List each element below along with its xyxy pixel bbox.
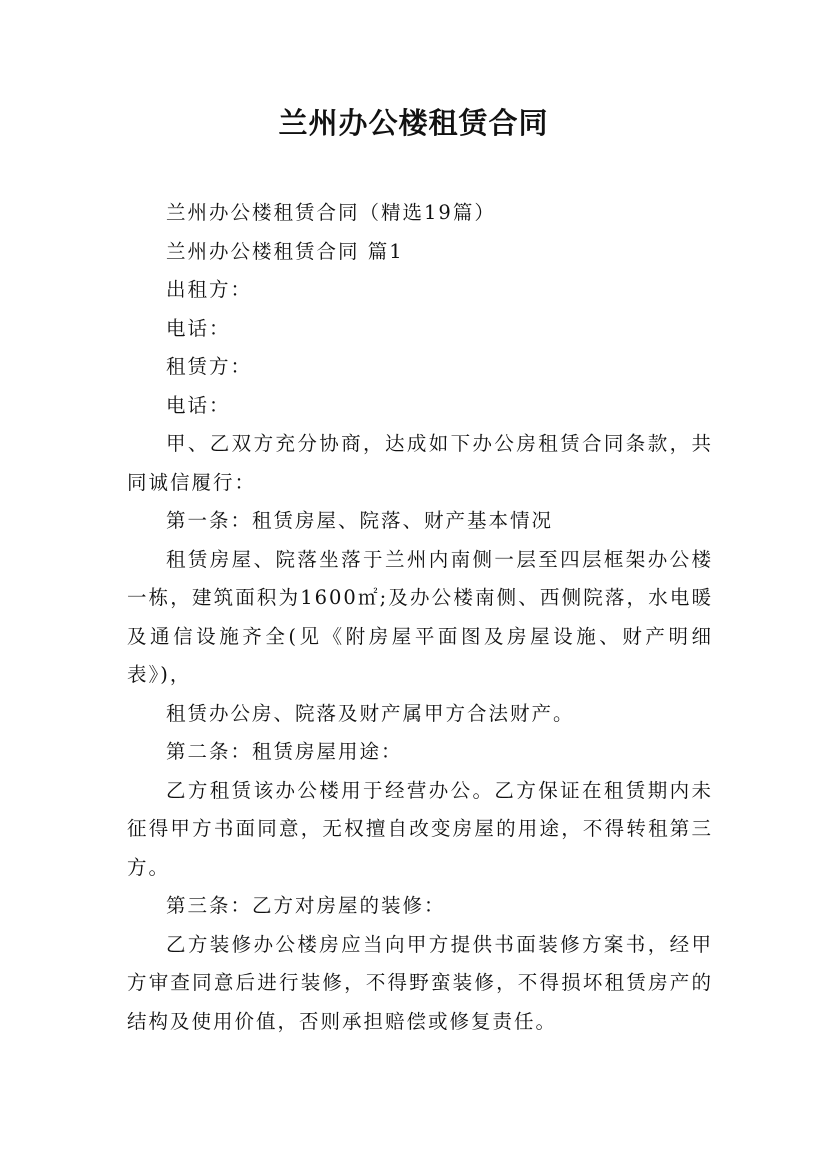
paragraph-subtitle: 兰州办公楼租赁合同（精选19篇） [166, 201, 496, 224]
paragraph-article-2-heading: 第二条：租赁房屋用途： [166, 740, 403, 763]
paragraph-article-1-heading: 第一条：租赁房屋、院落、财产基本情况 [166, 509, 554, 532]
paragraph-lessee: 租赁方： [166, 355, 253, 378]
paragraph-intro: 甲、乙双方充分协商，达成如下办公房租赁合同条款，共同诚信履行： [127, 432, 713, 494]
paragraph-article-1-ownership: 租赁办公房、院落及财产属甲方合法财产。 [166, 701, 575, 725]
paragraph-article-3-body: 乙方装修办公楼房应当向甲方提供书面装修方案书，经甲方审查同意后进行装修，不得野蛮装修，不得损坏租赁房产的结构及使用价值，否则承担赔偿或修复责任。 [127, 932, 713, 1033]
document-title: 兰州办公楼租赁合同 [278, 106, 549, 140]
paragraph-article-1-body: 租赁房屋、院落坐落于兰州内南侧一层至四层框架办公楼一栋，建筑面积为1600㎡;及办公楼南侧、西侧院落，水电暖及通信设施齐全(见《附房屋平面图及房屋设施、财产明细表》)， [127, 547, 713, 686]
paragraph-article-2-body: 乙方租赁该办公楼用于经营办公。乙方保证在租赁期内未征得甲方书面同意，无权擅自改变房屋的用途，不得转租第三方。 [127, 778, 713, 879]
paragraph-lessor: 出租方： [166, 278, 253, 301]
paragraph-article-3-heading: 第三条：乙方对房屋的装修： [166, 894, 446, 917]
paragraph-lessee-phone: 电话： [166, 393, 231, 417]
document-body [127, 194, 713, 1041]
paragraph-lessor-phone: 电话： [166, 316, 231, 340]
paragraph-section-heading: 兰州办公楼租赁合同 篇1 [166, 239, 404, 263]
